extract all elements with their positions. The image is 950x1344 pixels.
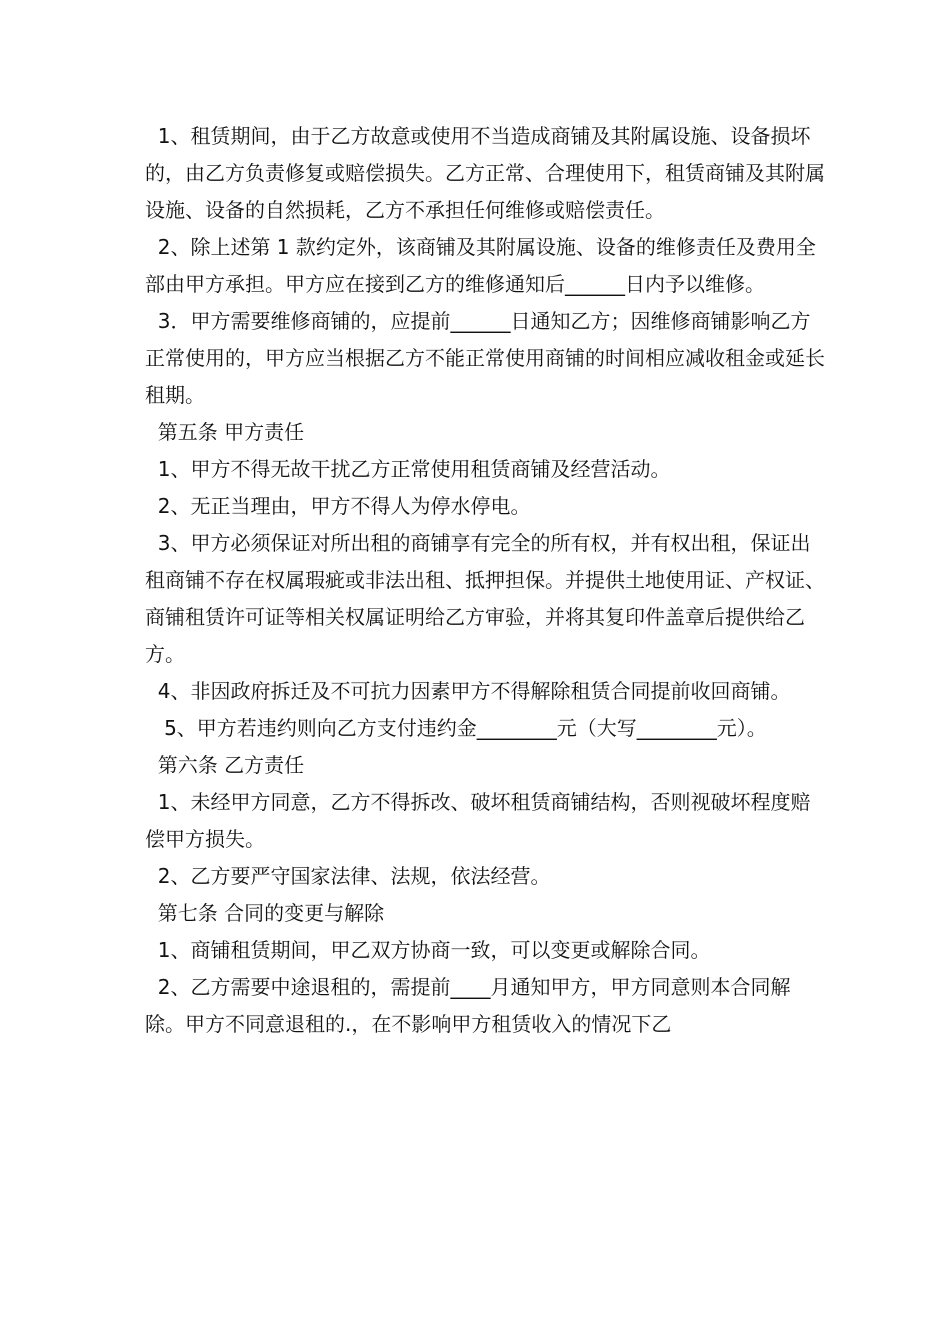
clause-no-interference: 1、甲方不得无故干扰乙方正常使用租赁商铺及经营活动。 <box>145 457 671 481</box>
clause-no-alteration: 1、未经甲方同意，乙方不得拆改、破坏租赁商铺结构，否则视破坏程度赔偿甲方损失。 <box>145 790 811 851</box>
clause-ownership: 3、甲方必须保证对所出租的商铺享有完全的所有权，并有权出租，保证出租商铺不存在权属瑕疵或非法出租、抵押担保。并提供土地使用证、产权证、商铺租赁许可证等相关权属证明给乙方审验，并将其复印件盖章后提供给乙方。 <box>145 531 825 666</box>
clause-early-withdrawal: 2、乙方需要中途退租的，需提前____月通知甲方，甲方同意则本合同解除。甲方不同意退租的.，在不影响甲方租赁收入的情况下乙 <box>145 975 791 1036</box>
clause-penalty: 5、甲方若违约则向乙方支付违约金________元（大写________元）。 <box>145 716 767 740</box>
clause-damage-liability: 1、租赁期间，由于乙方故意或使用不当造成商铺及其附属设施、设备损坏的，由乙方负责修复或赔偿损失。乙方正常、合理使用下，租赁商铺及其附属设施、设备的自然损耗，乙方不承担任何维修或赔偿责任。 <box>145 124 825 222</box>
document-body <box>145 118 825 1043</box>
clause-repair-responsibility: 2、除上述第 1 款约定外，该商铺及其附属设施、设备的维修责任及费用全部由甲方承担。甲方应在接到乙方的维修通知后______日内予以维修。 <box>145 235 816 296</box>
section-heading-contract-change: 第七条 合同的变更与解除 <box>145 901 385 925</box>
section-heading-party-b: 第六条 乙方责任 <box>145 753 305 777</box>
clause-legal-operation: 2、乙方要严守国家法律、法规，依法经营。 <box>145 864 551 888</box>
section-heading-party-a: 第五条 甲方责任 <box>145 420 305 444</box>
clause-utilities: 2、无正当理由，甲方不得人为停水停电。 <box>145 494 531 518</box>
clause-no-early-termination: 4、非因政府拆迁及不可抗力因素甲方不得解除租赁合同提前收回商铺。 <box>145 679 791 703</box>
clause-repair-notice: 3．甲方需要维修商铺的，应提前______日通知乙方；因维修商铺影响乙方正常使用的，甲方应当根据乙方不能正常使用商铺的时间相应减收租金或延长租期。 <box>145 309 825 407</box>
clause-mutual-change: 1、商铺租赁期间，甲乙双方协商一致，可以变更或解除合同。 <box>145 938 711 962</box>
